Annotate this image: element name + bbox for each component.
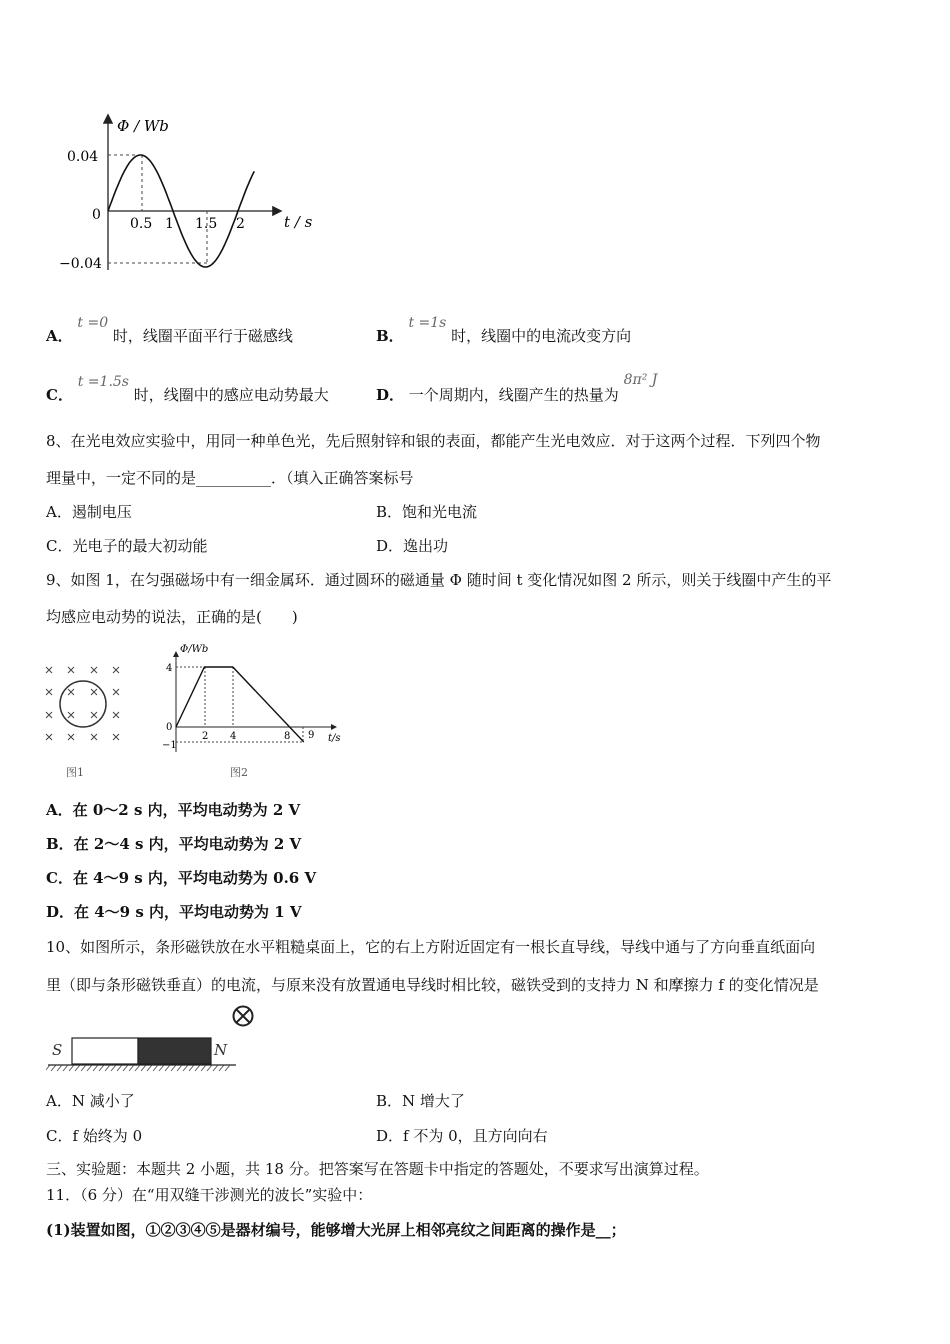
hatch-line — [105, 1065, 110, 1071]
field-cross-mark — [68, 689, 74, 695]
metal-ring — [60, 681, 106, 727]
table-hatching — [46, 1065, 230, 1071]
fig2-ytick-neg1: −1 — [162, 740, 177, 751]
flux-sine-graph — [55, 110, 335, 280]
x-axis-label: t / s — [284, 213, 313, 231]
q7-b-text: 时，线圈中的电流改变方向 — [451, 327, 632, 345]
section3-heading: 三、实验题：本题共 2 小题，共 18 分。把答案写在答题卡中指定的答题处，不要求写出演算过程。 — [46, 1160, 709, 1178]
q7-c-label: C． — [46, 386, 73, 404]
hatch-line — [165, 1065, 170, 1071]
q7-option-d — [376, 372, 658, 404]
field-cross-mark — [91, 689, 97, 695]
x-tick-1: 1 — [165, 216, 174, 232]
q10-stem-line2: 里（即与条形磁铁垂直）的电流，与原来没有放置通电导线时相比较，磁铁受到的支持力 N 和摩擦力 f 的变化情况是 — [46, 976, 819, 994]
q7-d-math: 8π² J — [623, 372, 658, 388]
q9-option-d: D．在 4～9 s 内，平均电动势为 1 V — [46, 903, 302, 921]
q10-bar-magnet-figure — [46, 1003, 261, 1075]
hatch-line — [201, 1065, 206, 1071]
q7-a-text: 时，线圈平面平行于磁感线 — [112, 327, 293, 345]
q9-stem-line1: 9、如图 1，在匀强磁场中有一细金属环．通过圆环的磁通量 Φ 随时间 t 变化情况如图 2 所示，则关于线圈中产生的平 — [46, 571, 832, 589]
fig2-xtick-4: 4 — [230, 731, 237, 742]
hatch-line — [195, 1065, 200, 1071]
q7-c-math: t =1.5s — [77, 374, 129, 390]
x-tick-2: 2 — [236, 216, 245, 232]
x-tick-0.5: 0.5 — [130, 216, 153, 232]
field-cross-mark — [68, 667, 74, 673]
q7-b-label: B． — [376, 327, 404, 345]
q10-stem-line1: 10、如图所示，条形磁铁放在水平粗糙桌面上，它的右上方附近固定有一根长直导线，导线中通与了方向垂直纸面向 — [46, 938, 816, 956]
q7-a-label: A． — [46, 327, 73, 345]
field-crosses — [46, 667, 119, 740]
fig2-xtick-2: 2 — [202, 731, 209, 742]
hatch-line — [63, 1065, 68, 1071]
hatch-line — [93, 1065, 98, 1071]
q11-stem: 11．（6 分）在“用双缝干涉测光的波长”实验中： — [46, 1186, 373, 1204]
field-cross-mark — [113, 712, 119, 718]
hatch-line — [183, 1065, 188, 1071]
hatch-line — [51, 1065, 56, 1071]
hatch-line — [46, 1065, 50, 1071]
hatch-line — [189, 1065, 194, 1071]
q7-b-math: t =1s — [408, 315, 447, 331]
hatch-line — [135, 1065, 140, 1071]
q7-a-math: t =0 — [77, 315, 109, 331]
q10-option-a: A．N 减小了 — [46, 1092, 135, 1110]
q10-option-b: B．N 增大了 — [376, 1092, 465, 1110]
hatch-line — [171, 1065, 176, 1071]
field-cross-mark — [113, 689, 119, 695]
q7-option-b — [376, 313, 632, 345]
fig1-caption: 图1 — [66, 766, 84, 779]
q9-option-b: B．在 2～4 s 内，平均电动势为 2 V — [46, 835, 302, 853]
hatch-line — [117, 1065, 122, 1071]
y-tick-top: 0.04 — [67, 149, 99, 165]
fig2-x-label: t/s — [328, 733, 341, 744]
x-tick-1.5: 1.5 — [195, 216, 218, 232]
field-cross-mark — [68, 712, 74, 718]
field-cross-mark — [91, 734, 97, 740]
q7-d-label: D． — [376, 386, 405, 404]
y-tick-bottom: −0.04 — [59, 256, 102, 272]
field-cross-mark — [46, 734, 52, 740]
q10-option-c: C．f 始终为 0 — [46, 1127, 143, 1145]
hatch-line — [123, 1065, 128, 1071]
hatch-line — [87, 1065, 92, 1071]
q8-option-b: B．饱和光电流 — [376, 503, 478, 521]
magnet-n-half — [138, 1038, 211, 1064]
hatch-line — [159, 1065, 164, 1071]
q9-fig1-magnetic-field — [40, 660, 130, 785]
q8-stem-line2: 理量中，一定不同的是__________．（填入正确答案标号 — [46, 469, 414, 487]
y-tick-zero: 0 — [92, 207, 101, 223]
hatch-line — [99, 1065, 104, 1071]
q9-fig2-flux-graph — [158, 640, 348, 785]
q9-option-c: C．在 4～9 s 内，平均电动势为 0.6 V — [46, 869, 317, 887]
field-cross-mark — [46, 689, 52, 695]
y-axis-label: Φ / Wb — [117, 117, 169, 135]
q8-option-d: D．逸出功 — [376, 537, 449, 555]
field-cross-mark — [46, 667, 52, 673]
q11-part1: (1)装置如图，①②③④⑤是器材编号，能够增大光屏上相邻亮纹之间距离的操作是__； — [46, 1221, 626, 1239]
fig2-xtick-8: 8 — [284, 731, 291, 742]
magnet-n-label: N — [214, 1041, 228, 1059]
q7-option-c — [46, 372, 329, 404]
hatch-line — [225, 1065, 230, 1071]
fig2-xtick-9: 9 — [308, 730, 315, 741]
fig2-ytick-0: 0 — [166, 722, 173, 733]
q7-c-text: 时，线圈中的感应电动势最大 — [133, 386, 329, 404]
hatch-line — [111, 1065, 116, 1071]
fig2-ytick-4: 4 — [166, 663, 173, 674]
hatch-line — [219, 1065, 224, 1071]
q8-option-a: A．遏制电压 — [46, 503, 132, 521]
q8-stem-line1: 8、在光电效应实验中，用同一种单色光，先后照射锌和银的表面，都能产生光电效应．对于这两个过程．下列四个物 — [46, 432, 821, 450]
q7-d-text: 一个周期内，线圈产生的热量为 — [408, 386, 619, 404]
fig2-caption: 图2 — [230, 766, 248, 779]
hatch-line — [57, 1065, 62, 1071]
field-cross-mark — [68, 734, 74, 740]
field-cross-mark — [91, 667, 97, 673]
q10-option-d: D．f 不为 0，且方向向右 — [376, 1127, 548, 1145]
hatch-line — [213, 1065, 218, 1071]
magnet-s-half — [72, 1038, 138, 1064]
field-cross-mark — [113, 734, 119, 740]
q7-option-a — [46, 313, 293, 345]
field-cross-mark — [113, 667, 119, 673]
current-into-page-icon — [234, 1007, 253, 1026]
hatch-line — [141, 1065, 146, 1071]
q9-stem-line2: 均感应电动势的说法，正确的是( ) — [46, 608, 298, 626]
hatch-line — [75, 1065, 80, 1071]
magnet-s-label: S — [52, 1041, 63, 1059]
fig2-y-label: Φ/Wb — [180, 644, 209, 655]
hatch-line — [129, 1065, 134, 1071]
hatch-line — [207, 1065, 212, 1071]
q9-option-a: A．在 0～2 s 内，平均电动势为 2 V — [46, 801, 301, 819]
hatch-line — [153, 1065, 158, 1071]
hatch-line — [81, 1065, 86, 1071]
hatch-line — [177, 1065, 182, 1071]
field-cross-mark — [91, 712, 97, 718]
q8-option-c: C．光电子的最大初动能 — [46, 537, 208, 555]
hatch-line — [69, 1065, 74, 1071]
hatch-line — [147, 1065, 152, 1071]
field-cross-mark — [46, 712, 52, 718]
